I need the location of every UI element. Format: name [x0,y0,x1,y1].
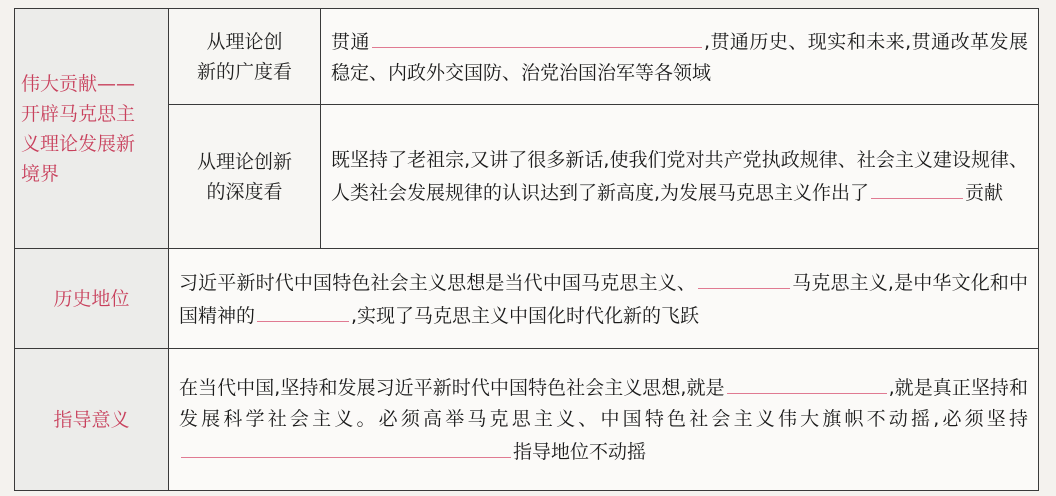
depth-text-after: 贡献 [965,181,1004,204]
category-status [15,249,169,349]
sub-breadth [169,9,321,105]
category-contribution-label: 伟大贡献—— 开辟马克思主 义理论发展新 境界 [21,72,136,185]
row-guidance [15,349,1039,491]
category-guidance [15,349,169,491]
guidance-part3: 指导地位不动摇 [513,441,647,463]
guidance-part2: ,就是真正坚持和发展科学社会主义。必须高举马克思主义、中国特色社会主义伟大旗帜不动摇,必须坚持 [179,377,1028,430]
status-part1: 习近平新时代中国特色社会主义思想是当代中国马克思主义、 [179,271,697,294]
blank-1[interactable] [372,25,702,48]
blank-5[interactable] [727,371,887,394]
sub-depth [169,105,321,249]
blank-2[interactable] [871,176,963,199]
content-breadth [321,9,1039,105]
guidance-part1: 在当代中国,坚持和发展习近平新时代中国特色社会主义思想,就是 [179,377,725,399]
blank-6[interactable] [181,435,511,458]
sub-depth-label: 从理论创新 的深度看 [196,150,292,203]
blank-3[interactable] [698,266,790,289]
status-part2: 马克思主义,是中华文化和中国精神的 [179,271,1028,327]
category-status-label: 历史地位 [53,287,130,310]
row-status [15,249,1039,349]
breadth-text-before: 贯通 [331,30,370,53]
row-breadth [15,9,1039,105]
sub-breadth-label: 从理论创 新的广度看 [196,30,292,83]
category-contribution [15,9,169,249]
depth-text-before: 既坚持了老祖宗,又讲了很多新话,使我们党对共产党执政规律、社会主义建设规律、人类社会发展规律的认识达到了新高度,为发展马克思主义作出了 [331,148,1028,204]
row-depth [15,105,1039,249]
content-status [169,249,1039,349]
blank-4[interactable] [257,299,349,322]
top-strip [0,0,1056,8]
content-guidance [169,349,1039,491]
status-part3: ,实现了马克思主义中国化时代化新的飞跃 [351,304,700,327]
category-guidance-label: 指导意义 [53,408,130,431]
breadth-text-after: ,贯通历史、现实和未来,贯通改革发展稳定、内政外交国防、治党治国治军等各领域 [331,30,1028,84]
content-depth [321,105,1039,249]
summary-table [14,8,1039,491]
